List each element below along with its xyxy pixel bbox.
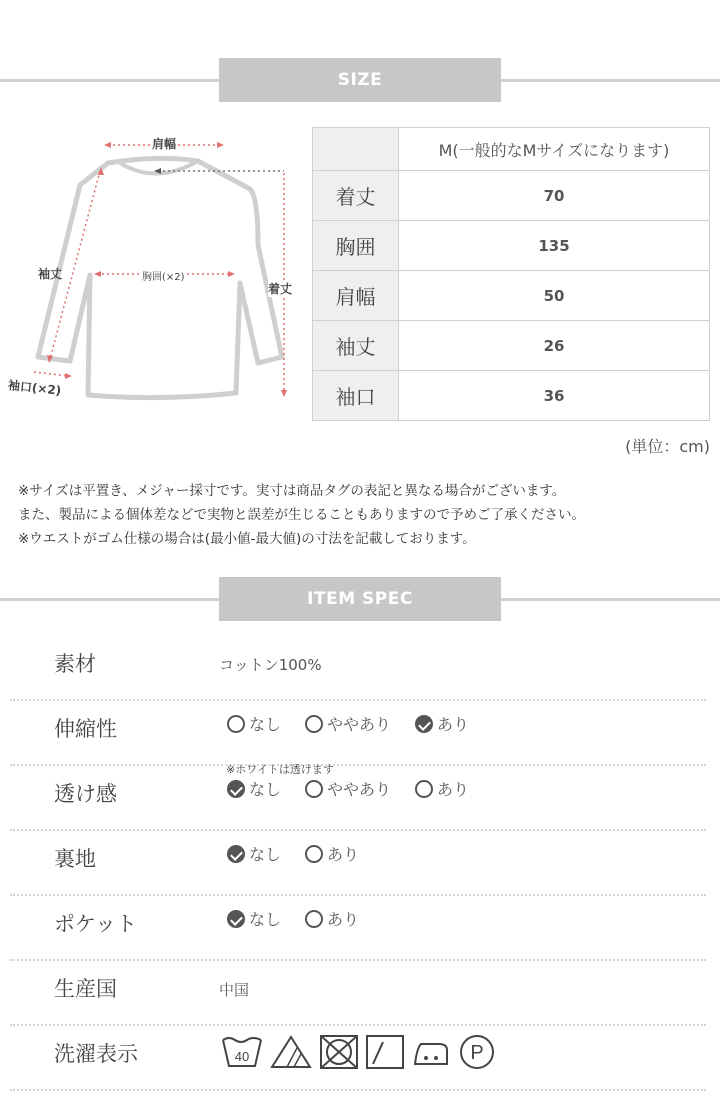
option-none [227,712,281,735]
check-circle-icon [227,845,245,863]
spec-key: 素材 [54,652,96,676]
wash-temp: 40 [234,1049,250,1064]
spec-value: コットン100% [219,656,322,674]
table-header-row [313,128,710,171]
spec-key: 裏地 [54,847,96,871]
table-row [313,271,710,321]
row-label: 胸囲 [313,221,399,271]
dry-clean-p-icon [457,1034,497,1070]
option-label: なし [249,780,282,799]
spec-row-lining [10,829,706,896]
spec-row-pocket [10,894,706,961]
table-row [313,321,710,371]
size-section-header [0,58,720,102]
radio-empty-icon [305,780,323,798]
spec-options [227,907,383,930]
section-title: ITEM SPEC [219,577,501,621]
size-table [312,127,710,421]
section-title: SIZE [219,58,501,102]
row-label: 肩幅 [313,271,399,321]
row-value: 135 [399,221,710,271]
sheer-note: ※ホワイトは透けます [226,763,334,776]
option-none [227,907,281,930]
row-label: 袖丈 [313,321,399,371]
size-column-header: M(一般的なMサイズになります) [399,128,710,171]
note-line: また、製品による個体差などで実物と誤差が生じることもありますので予めご了承ください。 [18,507,585,523]
no-tumble-dry-icon [319,1034,359,1070]
diagram-label-sleeve: 袖丈 [38,267,63,281]
row-label: 袖口 [313,371,399,421]
spec-row-sheer [10,764,706,831]
option-slight [305,777,391,800]
radio-empty-icon [305,715,323,733]
option-label: あり [327,845,360,864]
option-label: あり [437,715,470,734]
option-label: ややあり [327,715,392,734]
check-circle-icon [227,910,245,928]
table-row [313,171,710,221]
diagram-label-cuff: 袖口(×2) [7,378,62,398]
wash-40-icon [221,1034,263,1070]
option-label: ややあり [327,780,392,799]
spec-options [227,777,493,800]
spec-section-header [0,577,720,621]
size-notes [18,479,585,551]
option-label: あり [437,780,470,799]
row-value: 36 [399,371,710,421]
radio-empty-icon [305,910,323,928]
table-row [313,221,710,271]
radio-empty-icon [305,845,323,863]
diagram-label-chest: 胸囲(×2) [140,268,187,283]
iron-low-icon [411,1034,451,1070]
check-circle-icon [227,780,245,798]
spec-value: 中国 [219,981,250,999]
spec-key: 伸縮性 [54,717,117,741]
option-none [227,842,281,865]
row-value: 70 [399,171,710,221]
option-yes [305,907,359,930]
diagram-label-length: 着丈 [268,282,293,296]
diagram-label-shoulder: 肩幅 [152,137,177,151]
option-yes [415,777,469,800]
spec-options [227,842,383,865]
table-row [313,371,710,421]
care-icons [221,1034,497,1070]
spec-key: 洗濯表示 [54,1042,138,1066]
bleach-triangle-icon [269,1034,313,1070]
option-yes [415,712,469,735]
row-value: 26 [399,321,710,371]
spec-row-origin [10,959,706,1026]
garment-diagram [0,125,310,415]
option-label: なし [249,910,282,929]
option-none [227,777,281,800]
spec-options [227,712,493,735]
unit-note: (単位：cm) [625,437,710,456]
option-label: あり [327,910,360,929]
dry-clean-letter: P [470,1042,484,1064]
option-yes [305,842,359,865]
spec-key: 生産国 [54,977,117,1001]
option-label: なし [249,715,282,734]
spec-row-stretch [10,699,706,766]
note-line: ※ウエストがゴム仕様の場合は(最小値-最大値)の寸法を記載しております。 [18,531,476,547]
spec-key: ポケット [54,912,137,936]
spec-row-material [10,634,706,701]
note-line: ※サイズは平置き、メジャー採寸です。実寸は商品タグの表記と異なる場合がございます。 [18,483,566,499]
row-value: 50 [399,271,710,321]
check-circle-icon [415,715,433,733]
option-slight [305,712,391,735]
option-label: なし [249,845,282,864]
row-label: 着丈 [313,171,399,221]
line-dry-icon [365,1034,405,1070]
radio-empty-icon [415,780,433,798]
table-corner [313,128,399,171]
spec-key: 透け感 [54,782,117,806]
radio-empty-icon [227,715,245,733]
